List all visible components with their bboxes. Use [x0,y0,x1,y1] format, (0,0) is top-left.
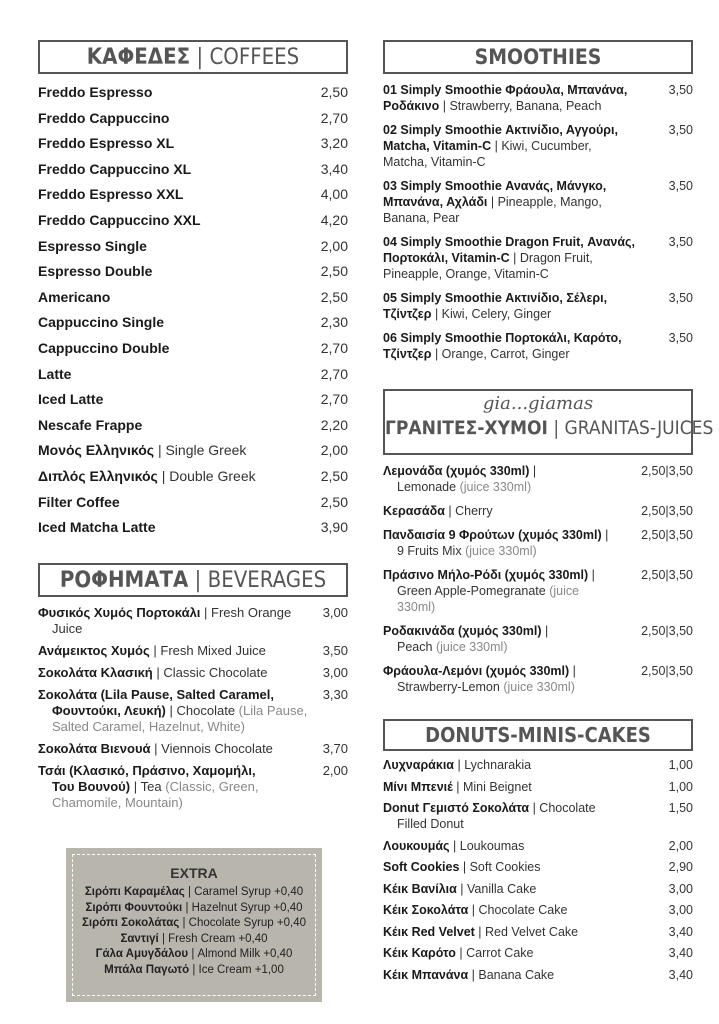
extra-item [73,963,315,979]
item-name: Cappuccino Single [38,314,165,331]
item-name: Freddo Cappuccino XL [38,160,192,177]
item-name-en: | Viennois Chocolate [154,741,273,756]
smoothie-ingredients-cont: Matcha, Vitamin-C [383,155,486,169]
beverages-title-gr: ΡΟΦΗΜΑΤΑ [59,568,189,593]
beverage-item [38,665,348,681]
granitas-section [383,389,714,703]
item-name: Τσάι (Κλασικό, Πράσινο, Χαμομήλι, [38,763,256,778]
extra-name: Σιρόπι Φουντούκι [85,901,183,914]
item-name-en: | Tea [133,779,162,794]
item-name: Latte [38,365,72,382]
item-price: 1,00 [668,758,693,772]
item-price: 3,50 [668,179,693,193]
smoothie-name-cont: Πορτοκάλι, Vitamin-C [383,251,510,265]
coffee-item [38,519,348,545]
donut-item [383,838,693,854]
item-name: Κέικ Μπανάνα [383,967,469,982]
granitas-script: gia...giamas [482,393,594,414]
item-price: 2,70 [320,391,348,408]
item-detail: (Lila Pause, [238,703,308,718]
extra-box-border [72,854,316,996]
item-price: 3,40 [668,967,693,982]
extra-name-en: | Almond Milk +0,40 [191,948,293,960]
smoothie-name: 01 Simply Smoothie Φράουλα, Μπανάνα, [383,83,628,97]
granitas-header [383,389,714,455]
donuts-list [383,757,693,983]
item-price: 4,00 [320,186,348,203]
beverage-item [38,763,348,811]
item-detail: (juice 330ml) [503,680,575,694]
item-name: Ανάμεικτος Χυμός [38,643,150,658]
item-price: 2,70 [320,339,348,356]
coffee-item [38,263,348,289]
item-price: 2,30 [320,314,348,331]
item-price: 3,90 [320,519,348,536]
extra-item [73,947,315,963]
granitas-title-en: GRANITAS-JUICES [564,417,714,439]
item-name: Cappuccino Double [38,339,170,356]
item-price: 2,20 [320,416,348,433]
item-name-en: Lemonade [397,480,457,494]
item-name: Σοκολάτα Βιενουά [38,741,151,756]
coffee-item [38,110,348,136]
item-price: 3,50 [668,331,693,345]
juice-item [383,503,693,519]
item-name-en: | Banana Cake [468,967,555,982]
extra-name-en: | Ice Cream +1,00 [192,963,284,976]
item-name-en: | Mini Beignet [452,779,532,794]
smoothie-name-cont: Τζίντζερ [383,307,432,321]
item-price: 2,50|3,50 [641,528,693,542]
item-price: 3,20 [320,135,348,152]
item-name: Κέικ Βανίλια [383,881,457,896]
item-name-en: | Chocolate [169,703,236,718]
smoothies-section [383,40,693,370]
donut-item [383,924,693,940]
smoothies-title: SMOOTHIES [474,45,602,69]
beverage-item [38,687,348,735]
smoothie-item [383,82,693,114]
item-name: Κέικ Καρότο [383,946,456,960]
item-continuation: Chamomile, Mountain) [52,795,183,810]
item-price: 2,50|3,50 [641,568,693,582]
beverages-title-sep: | [194,568,202,593]
item-price: 3,50 [668,83,693,97]
item-price: 2,00 [320,237,348,254]
smoothie-name-cont: Matcha, Vitamin-C [383,139,492,153]
coffee-item [38,391,348,417]
extra-item [73,885,315,901]
item-name-en: | Classic Chocolate [156,665,268,680]
beverage-item [38,605,348,637]
item-name: Λεμονάδα (χυμός 330ml) [383,464,530,478]
extra-title: EXTRA [170,865,218,881]
item-price: 3,00 [322,665,348,680]
item-name-en: | Soft Cookies [459,860,541,874]
item-price: 2,90 [668,860,693,874]
item-price: 2,00 [668,838,693,853]
juice-item [383,663,693,695]
item-price: 3,50 [668,123,693,137]
smoothie-name-cont: Μπανάνα, Αχλάδι [383,195,488,209]
beverages-title-en: BEVERAGES [207,568,327,593]
extra-item [73,932,315,948]
item-name: Κέικ Red Velvet [383,924,475,939]
item-name: Σοκολάτα (Lila Pause, Salted Caramel, [38,687,275,702]
extra-name-en: | Hazelnut Syrup +0,40 [185,901,303,914]
item-name: Μονός Ελληνικός [38,442,155,459]
beverages-header [38,563,348,597]
item-name: Διπλός Ελληνικός [38,467,158,484]
smoothie-ingredients: | Pineapple, Mango, [487,195,602,209]
donut-item [383,779,693,795]
item-detail: (Classic, Green, [165,779,259,794]
item-price: 3,00 [668,903,693,917]
item-name: Κερασάδα [383,504,445,518]
item-name-en: | Fresh Orange [204,605,292,620]
smoothie-item [383,234,693,282]
item-name: Πράσινο Μήλο-Ρόδι (χυμός 330ml) [383,568,589,582]
coffee-item [38,212,348,238]
extra-item [73,916,315,932]
coffee-item [38,468,348,494]
item-name: Κέικ Σοκολάτα [383,903,469,917]
coffee-item [38,135,348,161]
item-name-en: Green Apple-Pomegranate [397,584,546,598]
item-name-en: 9 Fruits Mix [397,544,462,558]
item-price: 2,50|3,50 [641,504,693,518]
item-name: Μίνι Μπενιέ [383,779,453,794]
smoothie-ingredients: | Kiwi, Celery, Ginger [431,307,552,321]
extra-box [66,848,322,1002]
coffees-list [38,84,348,545]
item-price: 3,00 [322,605,348,620]
item-name: Ροδακινάδα (χυμός 330ml) [383,624,542,638]
smoothie-name: 06 Simply Smoothie Πορτοκάλι, Καρότο, [383,331,622,345]
item-name-en: | Vanilla Cake [456,881,537,896]
smoothie-ingredients: | Kiwi, Cucumber, [491,139,592,153]
extra-name: Γάλα Αμυγδάλου [95,948,189,960]
item-detail: (juice 330ml) [459,480,532,494]
coffee-item [38,238,348,264]
coffee-item [38,442,348,468]
item-name-en: | Lychnarakia [454,758,532,772]
item-name-en: Strawberry-Lemon [397,680,500,694]
item-price: 2,00 [322,763,348,778]
item-name-en: | Red Velvet Cake [474,924,579,939]
coffee-item [38,366,348,392]
item-name: Filter Coffee [38,493,120,510]
item-name: Espresso Double [38,263,153,280]
donuts-section [383,719,693,988]
smoothie-name: 05 Simply Smoothie Ακτινίδιο, Σέλερι, [383,291,608,305]
extra-name: Μπάλα Παγωτό [104,963,190,976]
item-price: 1,50 [668,801,693,815]
item-price: 2,50 [320,84,348,100]
juice-item [383,567,693,615]
extra-name: Σαντιγί [120,932,159,945]
item-name-en: | Loukoumas [449,838,525,853]
item-name: Soft Cookies [383,860,460,874]
item-price: 2,50|3,50 [641,624,693,638]
extra-list [73,885,315,978]
donuts-title: DONUTS-MINIS-CAKES [425,723,651,747]
donuts-header [383,719,693,751]
extra-name-en: | Chocolate Syrup +0,40 [182,917,306,929]
extra-name: Σιρόπι Σοκολάτας [82,917,180,929]
item-name: Freddo Espresso XL [38,135,175,152]
item-detail-cont: 330ml) [397,600,436,614]
item-price: 2,50 [320,467,348,484]
coffees-title-sep: | [196,45,204,70]
item-detail: (juice [549,584,580,598]
item-name: Donut Γεμιστό Σοκολάτα [383,801,530,815]
item-name-cont: Του Βουνού) [52,779,131,794]
item-name-en: | Single Greek [157,442,247,459]
item-price: 2,70 [320,109,348,126]
item-name-en: | Fresh Mixed Juice [153,643,266,658]
item-separator: | [601,528,609,542]
coffee-item [38,289,348,315]
item-name: Σοκολάτα Κλασική [38,665,153,680]
item-name-cont: Φουντούκι, Λευκή) [52,703,166,718]
beverages-list [38,605,348,811]
donut-item [383,859,693,875]
item-separator: | [541,624,549,638]
donut-item [383,881,693,897]
item-detail: (juice 330ml) [435,640,508,654]
granitas-title-sep: | [553,417,560,439]
coffees-title-gr: ΚΑΦΕΔΕΣ [86,45,191,70]
donut-item [383,800,693,832]
item-continuation: Juice [52,621,83,636]
item-price: 2,50 [320,263,348,280]
item-separator: | [529,464,537,478]
smoothie-item [383,330,693,362]
extra-item [73,901,315,917]
coffee-item [38,84,348,110]
item-name: Freddo Cappuccino XXL [38,211,201,228]
granitas-title-gr: ΓΡΑΝΙΤΕΣ-ΧΥΜΟΙ [385,417,548,439]
juice-item [383,527,693,559]
item-name-en: | Chocolate Cake [468,903,568,917]
coffee-item [38,494,348,520]
coffees-section [38,40,348,545]
item-name-en: | Chocolate [529,801,596,815]
juice-item [383,623,693,655]
smoothie-ingredients-cont: Pineapple, Orange, Vitamin-C [383,267,549,281]
item-price: 4,20 [320,211,348,228]
smoothies-header [383,40,693,74]
item-name: Λυχναράκια [383,758,454,772]
coffee-item [38,186,348,212]
item-price: 3,30 [322,687,348,702]
item-name-en: | Cherry [444,504,493,518]
item-continuation: Salted Caramel, Hazelnut, White) [52,719,245,734]
smoothie-ingredients: | Dragon Fruit, [509,251,593,265]
smoothie-name: 04 Simply Smoothie Dragon Fruit, Ανανάς, [383,235,636,249]
item-name-en-cont: Filled Donut [397,817,464,831]
donut-item [383,967,693,983]
juice-item [383,463,693,495]
item-name: Πανδαισία 9 Φρούτων (χυμός 330ml) [383,528,602,542]
item-price: 3,40 [668,924,693,939]
smoothie-item [383,290,693,322]
item-price: 3,70 [322,741,348,756]
smoothie-item [383,178,693,226]
item-name-en: | Double Greek [161,467,256,484]
smoothie-ingredients: | Orange, Carrot, Ginger [431,347,570,361]
item-price: 2,00 [320,442,348,459]
donut-item [383,945,693,961]
item-price: 3,50 [668,291,693,305]
item-name: Iced Latte [38,391,104,408]
item-name: Φράουλα-Λεμόνι (χυμός 330ml) [383,664,570,678]
item-price: 3,00 [668,881,693,896]
beverage-item [38,643,348,659]
coffee-item [38,161,348,187]
extra-name: Σιρόπι Καραμέλας [84,886,185,898]
smoothie-ingredients: | Strawberry, Banana, Peach [439,99,602,113]
item-price: 3,50 [322,643,348,658]
item-separator: | [569,664,576,678]
coffee-item [38,417,348,443]
donut-item [383,902,693,918]
beverage-item [38,741,348,757]
item-name: Φυσικός Χυμός Πορτοκάλι [38,605,201,620]
item-price: 2,50|3,50 [641,464,693,478]
coffees-header [38,40,348,74]
item-name: Nescafe Frappe [38,416,143,433]
donut-item [383,757,693,773]
item-price: 2,70 [320,365,348,382]
item-name: Espresso Single [38,237,147,254]
smoothie-name-cont: Ροδάκινο [383,99,440,113]
item-name: Freddo Espresso XXL [38,186,184,203]
item-name-en: Peach [397,640,433,654]
item-price: 2,50 [320,288,348,305]
item-name-en: | Carrot Cake [455,946,534,960]
smoothie-ingredients-cont: Banana, Pear [383,211,460,225]
item-price: 3,40 [668,946,693,960]
coffee-item [38,340,348,366]
extra-name-en: | Fresh Cream +0,40 [161,932,268,945]
item-name: Freddo Espresso [38,84,153,100]
item-name: Λουκουμάς [383,838,450,853]
item-price: 2,50|3,50 [641,664,693,678]
smoothies-list [383,82,693,362]
item-price: 2,50 [320,493,348,510]
item-name: Americano [38,288,111,305]
item-detail: (juice 330ml) [465,544,537,558]
smoothie-name-cont: Τζίντζερ [383,347,432,361]
extra-name-en: | Caramel Syrup +0,40 [187,886,304,898]
item-separator: | [588,568,595,582]
item-price: 3,40 [320,160,348,177]
beverages-section [38,563,348,817]
item-price: 1,00 [668,779,693,794]
item-price: 3,50 [668,235,693,249]
granitas-list [383,463,693,695]
item-name: Iced Matcha Latte [38,519,156,536]
smoothie-item [383,122,693,170]
smoothie-name: 02 Simply Smoothie Ακτινίδιο, Αγγούρι, [383,123,618,137]
coffees-title-en: COFFEES [209,45,300,70]
coffee-item [38,314,348,340]
item-name: Freddo Cappuccino [38,109,170,126]
smoothie-name: 03 Simply Smoothie Ανανάς, Μάνγκο, [383,179,607,193]
